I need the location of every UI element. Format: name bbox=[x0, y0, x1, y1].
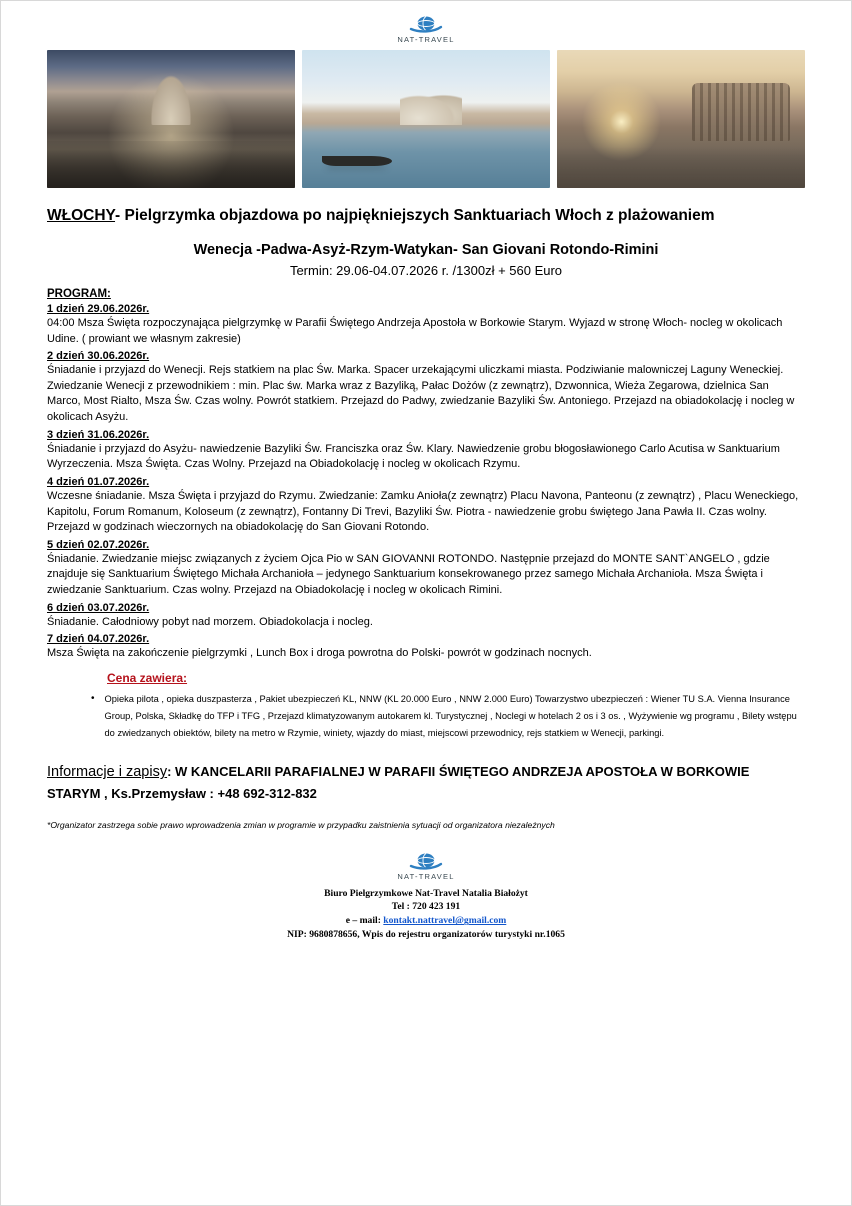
footer-email-line bbox=[47, 914, 805, 928]
header-logo-block bbox=[1, 1, 851, 44]
day-title: 4 dzień 01.07.2026r. bbox=[47, 475, 150, 488]
program-label: PROGRAM: bbox=[47, 288, 111, 301]
contact-lead: Informacje i zapisy bbox=[47, 764, 168, 781]
price-includes-heading: Cena zawiera: bbox=[107, 670, 188, 685]
footer-contact-lines bbox=[47, 887, 805, 943]
heading-rest: - Pielgrzymka objazdowa po najpiękniejszych Sanktuariach Włoch z plażowaniem bbox=[115, 207, 715, 224]
day-title: 6 dzień 03.07.2026r. bbox=[47, 601, 150, 614]
day-text: Śniadanie. Zwiedzanie miejsc związanych z życiem Ojca Pio w SAN GIOVANNI ROTONDO. Następnie przejazd do MONTE SANT`ANGELO , gdzie znajduje się Sanktuarium Świętego Michała Archanioła – jedynego Sanktuarium konsekrowanego przez samego Michała Archanioła. Msza Święta i zwiedzanie Sanktuarium. Czas wolny. Przejazd na Obiadokolację i nocleg w okolicach Rimini. bbox=[47, 552, 770, 596]
program-day-3 bbox=[47, 429, 805, 473]
program-day-7 bbox=[47, 633, 805, 662]
footer-email-label: e – mail: bbox=[345, 915, 381, 927]
day-text: Śniadanie i przyjazd do Asyżu- nawiedzenie Bazyliki Św. Franciszka oraz Św. Klary. Nawiedzenie grobu błogosławionego Carlo Acutisa w Sanktuarium Wyrzeczenia. Msza Święta. Czas Wolny. Przejazd na Obiadokolację i nocleg w okolicach Rzymu. bbox=[47, 442, 780, 471]
day-title: 1 dzień 29.06.2026r. bbox=[47, 303, 150, 316]
route-line: Wenecja -Padwa-Asyż-Rzym-Watykan- San Giovani Rotondo-Rimini bbox=[193, 242, 659, 259]
program-day-6 bbox=[47, 602, 805, 631]
contact-text: : W KANCELARII PARAFIALNEJ W PARAFII ŚWIĘTEGO ANDRZEJA APOSTOŁA W BORKOWIE STARYM , Ks.Przemysław : +48 692-312-832 bbox=[47, 764, 750, 802]
day-title: 5 dzień 02.07.2026r. bbox=[47, 538, 150, 551]
day-text: Msza Święta na zakończenie pielgrzymki , Lunch Box i droga powrotna do Polski- powrót w godzinach nocnych. bbox=[47, 647, 592, 660]
globe-swoosh-logo-icon bbox=[409, 15, 443, 33]
globe-swoosh-logo-icon bbox=[409, 852, 443, 870]
program-day-1 bbox=[47, 303, 805, 347]
disclaimer-note: *Organizator zastrzega sobie prawo wprowadzenia zmian w programie w przypadku zaistnienia sytuacji od organizatora niezależnych bbox=[47, 819, 555, 830]
document-body bbox=[1, 188, 851, 942]
main-heading bbox=[47, 204, 805, 228]
program-day-2 bbox=[47, 350, 805, 425]
footer-registry: NIP: 9680878656, Wpis do rejestru organizatorów turystyki nr.1065 bbox=[287, 929, 565, 941]
header-logo-text: NAT-TRAVEL bbox=[397, 35, 455, 44]
day-title: 7 dzień 04.07.2026r. bbox=[47, 633, 150, 646]
day-text: Śniadanie. Całodniowy pobyt nad morzem. Obiadokolacja i nocleg. bbox=[47, 615, 373, 628]
program-day-5 bbox=[47, 539, 805, 599]
contact-block bbox=[47, 762, 805, 803]
day-text: 04:00 Msza Święta rozpoczynająca pielgrzymkę w Parafii Świętego Andrzeja Apostoła w Borkowie Starym. Wyjazd w stronę Włoch- nocleg w okolicach Udine. ( prowiant we własnym zakresie) bbox=[47, 317, 783, 345]
footer-logo-text: NAT-TRAVEL bbox=[397, 871, 455, 881]
photo-venice bbox=[302, 50, 550, 188]
photo-colosseum bbox=[557, 50, 805, 188]
footer-company: Biuro Pielgrzymkowe Nat-Travel Natalia Białożyt bbox=[324, 887, 528, 899]
program-day-4 bbox=[47, 476, 805, 536]
footer-block bbox=[47, 852, 805, 943]
day-title: 2 dzień 30.06.2026r. bbox=[47, 350, 150, 363]
footer-email-link[interactable]: kontakt.nattravel@gmail.com bbox=[383, 915, 507, 927]
price-includes-text: Opieka pilota , opieka duszpasterza , Pakiet ubezpieczeń KL, NNW (KL 20.000 Euro , NNW 2.000 Euro) Towarzystwo ubezpieczeń : Wiener TU S.A. Vienna Insurance Group, Polska, Składkę do TFP i TFG , Przejazd klimatyzowanym autokarem kl. Turystycznej , Noclegi w hotelach 2 os i 3 os. , Wyżywienie wg programu , Bilety wstępu do zwiedzanych obiektów, bilety na metro w Rzymie, winiety, wjazdy do miast, miejscowi przewodnicy, rejs statkiem w Wenecji, parkingi. bbox=[104, 693, 797, 739]
heading-country: WŁOCHY bbox=[47, 207, 116, 224]
photo-rome-vatican bbox=[47, 50, 295, 188]
day-text: Wczesne śniadanie. Msza Święta i przyjazd do Rzymu. Zwiedzanie: Zamku Anioła(z zewnątrz) Placu Navona, Panteonu (z zewnątrz) , Placu Weneckiego, Kapitolu, Forum Romanum, Koloseum (z zewnątrz), Fontanny Di Trevi, Bazyliki Św. Piotra - nawiedzenie grobu świętego Jana Pawła II. Czas wolny. Przejazd w godzinach wieczornych na obiadokolację do San Giovani Rotondo. bbox=[47, 489, 799, 534]
day-text: Śniadanie i przyjazd do Wenecji. Rejs statkiem na plac Św. Marka. Spacer urzekającymi uliczkami miasta. Podziwianie malowniczej Laguny Weneckiej. Zwiedzanie Wenecji z przewodnikiem : min. Plac św. Marka wraz z Bazyliką, Pałac Dożów (z zewnątrz), Dzwonnica, Wieża Zegarowa, dzielnica San Marco, Most Rialto, Msza Św. Czas wolny. Powrót statkiem. Przejazd do Padwy, zwiedzanie Bazyliki Św. Antoniego. Przejazd na obiadokolację i nocleg w okolicach Asyżu. bbox=[47, 364, 795, 424]
bullet-dot-icon: • bbox=[91, 692, 95, 704]
day-title: 3 dzień 31.06.2026r. bbox=[47, 428, 150, 441]
footer-phone: Tel : 720 423 191 bbox=[391, 901, 461, 913]
term-line: Termin: 29.06-04.07.2026 r. /1300zł + 560 Euro bbox=[289, 263, 563, 279]
photo-strip bbox=[1, 44, 851, 188]
price-includes-bullet bbox=[91, 691, 805, 743]
